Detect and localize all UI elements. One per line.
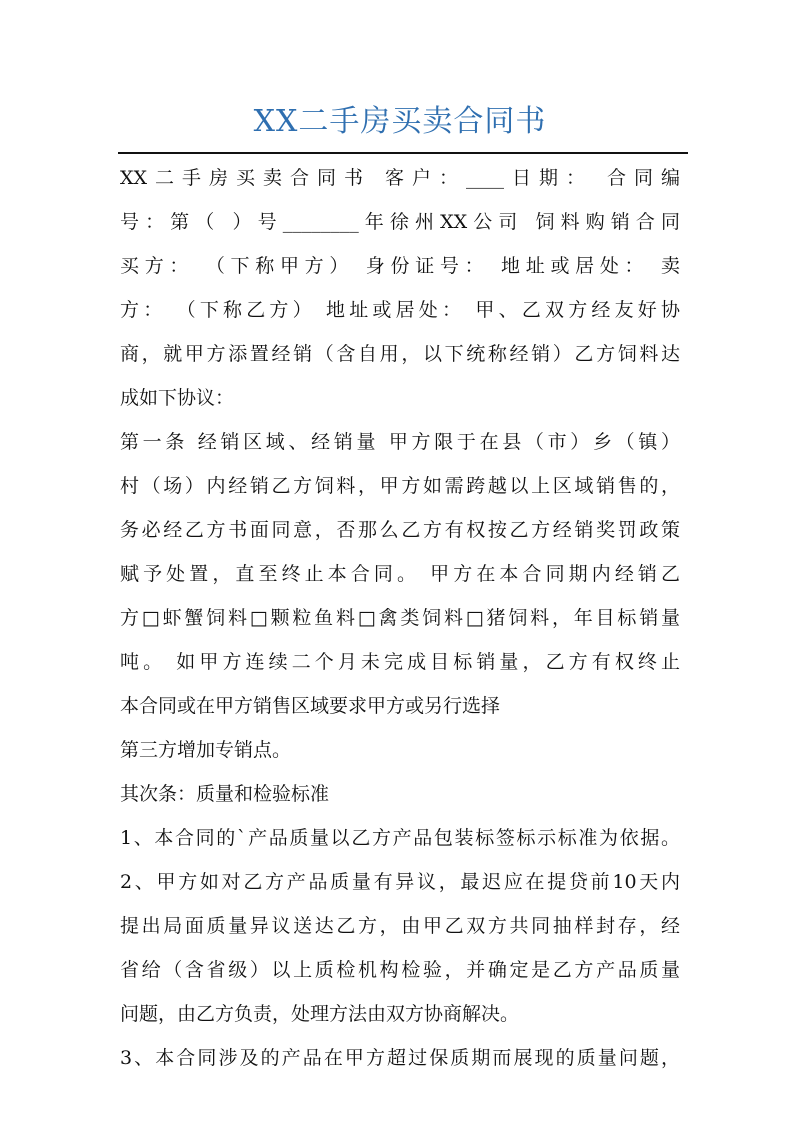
text-line: 买方： （下称甲方） 身份证号： 地址或居处： 卖 (120, 255, 680, 277)
text-line: 村（场）内经销乙方饲料，甲方如需跨越以上区域销售的， (120, 475, 680, 497)
text-line: 其次条：质量和检验标准 (120, 783, 330, 805)
text-line: 2、甲方如对乙方产品质量有异议，最迟应在提贷前10天内 (120, 871, 680, 893)
text-line: 吨。 如甲方连续二个月未完成目标销量，乙方有权终止 (120, 651, 680, 673)
text-line: 商，就甲方添置经销（含自用，以下统称经销）乙方饲料达 (120, 343, 680, 365)
text-line: 3、本合同涉及的产品在甲方超过保质期而展现的质量问题， (120, 1047, 680, 1069)
text-line: 问题，由乙方负责，处理方法由双方协商解决。 (120, 1003, 520, 1025)
text-line: 成如下协议： (120, 387, 235, 409)
text-line: 第一条 经销区域、经销量 甲方限于在县（市）乡（镇） (120, 431, 680, 453)
text-line: 提出局面质量异议送达乙方，由甲乙双方共同抽样封存，经 (120, 915, 680, 937)
text-line: 号：第（ ）号________年徐州XX公司 饲料购销合同 (120, 211, 680, 233)
text-line: 方□虾蟹饲料□颗粒鱼料□禽类饲料□猪饲料，年目标销量 (120, 607, 680, 629)
text-line: 赋予处置，直至终止本合同。 甲方在本合同期内经销乙 (120, 563, 680, 585)
text-line: 1、本合同的`产品质量以乙方产品包装标签标示标准为依据。 (120, 827, 680, 849)
document-body (120, 156, 680, 1080)
text-line: 务必经乙方书面同意，否那么乙方有权按乙方经销奖罚政策 (120, 519, 680, 541)
text-line: 省给（含省级）以上质检机构检验，并确定是乙方产品质量 (120, 959, 680, 981)
text-line: 第三方增加专销点。 (120, 739, 292, 761)
text-line: 方： （下称乙方） 地址或居处： 甲、乙双方经友好协 (120, 299, 680, 321)
text-line: XX二手房买卖合同书 客户：____日期： 合同编 (120, 167, 680, 189)
title-divider (118, 152, 688, 154)
text-line: 本合同或在甲方销售区域要求甲方或另行选择 (120, 695, 501, 717)
document-title: XX二手房买卖合同书 (253, 104, 547, 139)
